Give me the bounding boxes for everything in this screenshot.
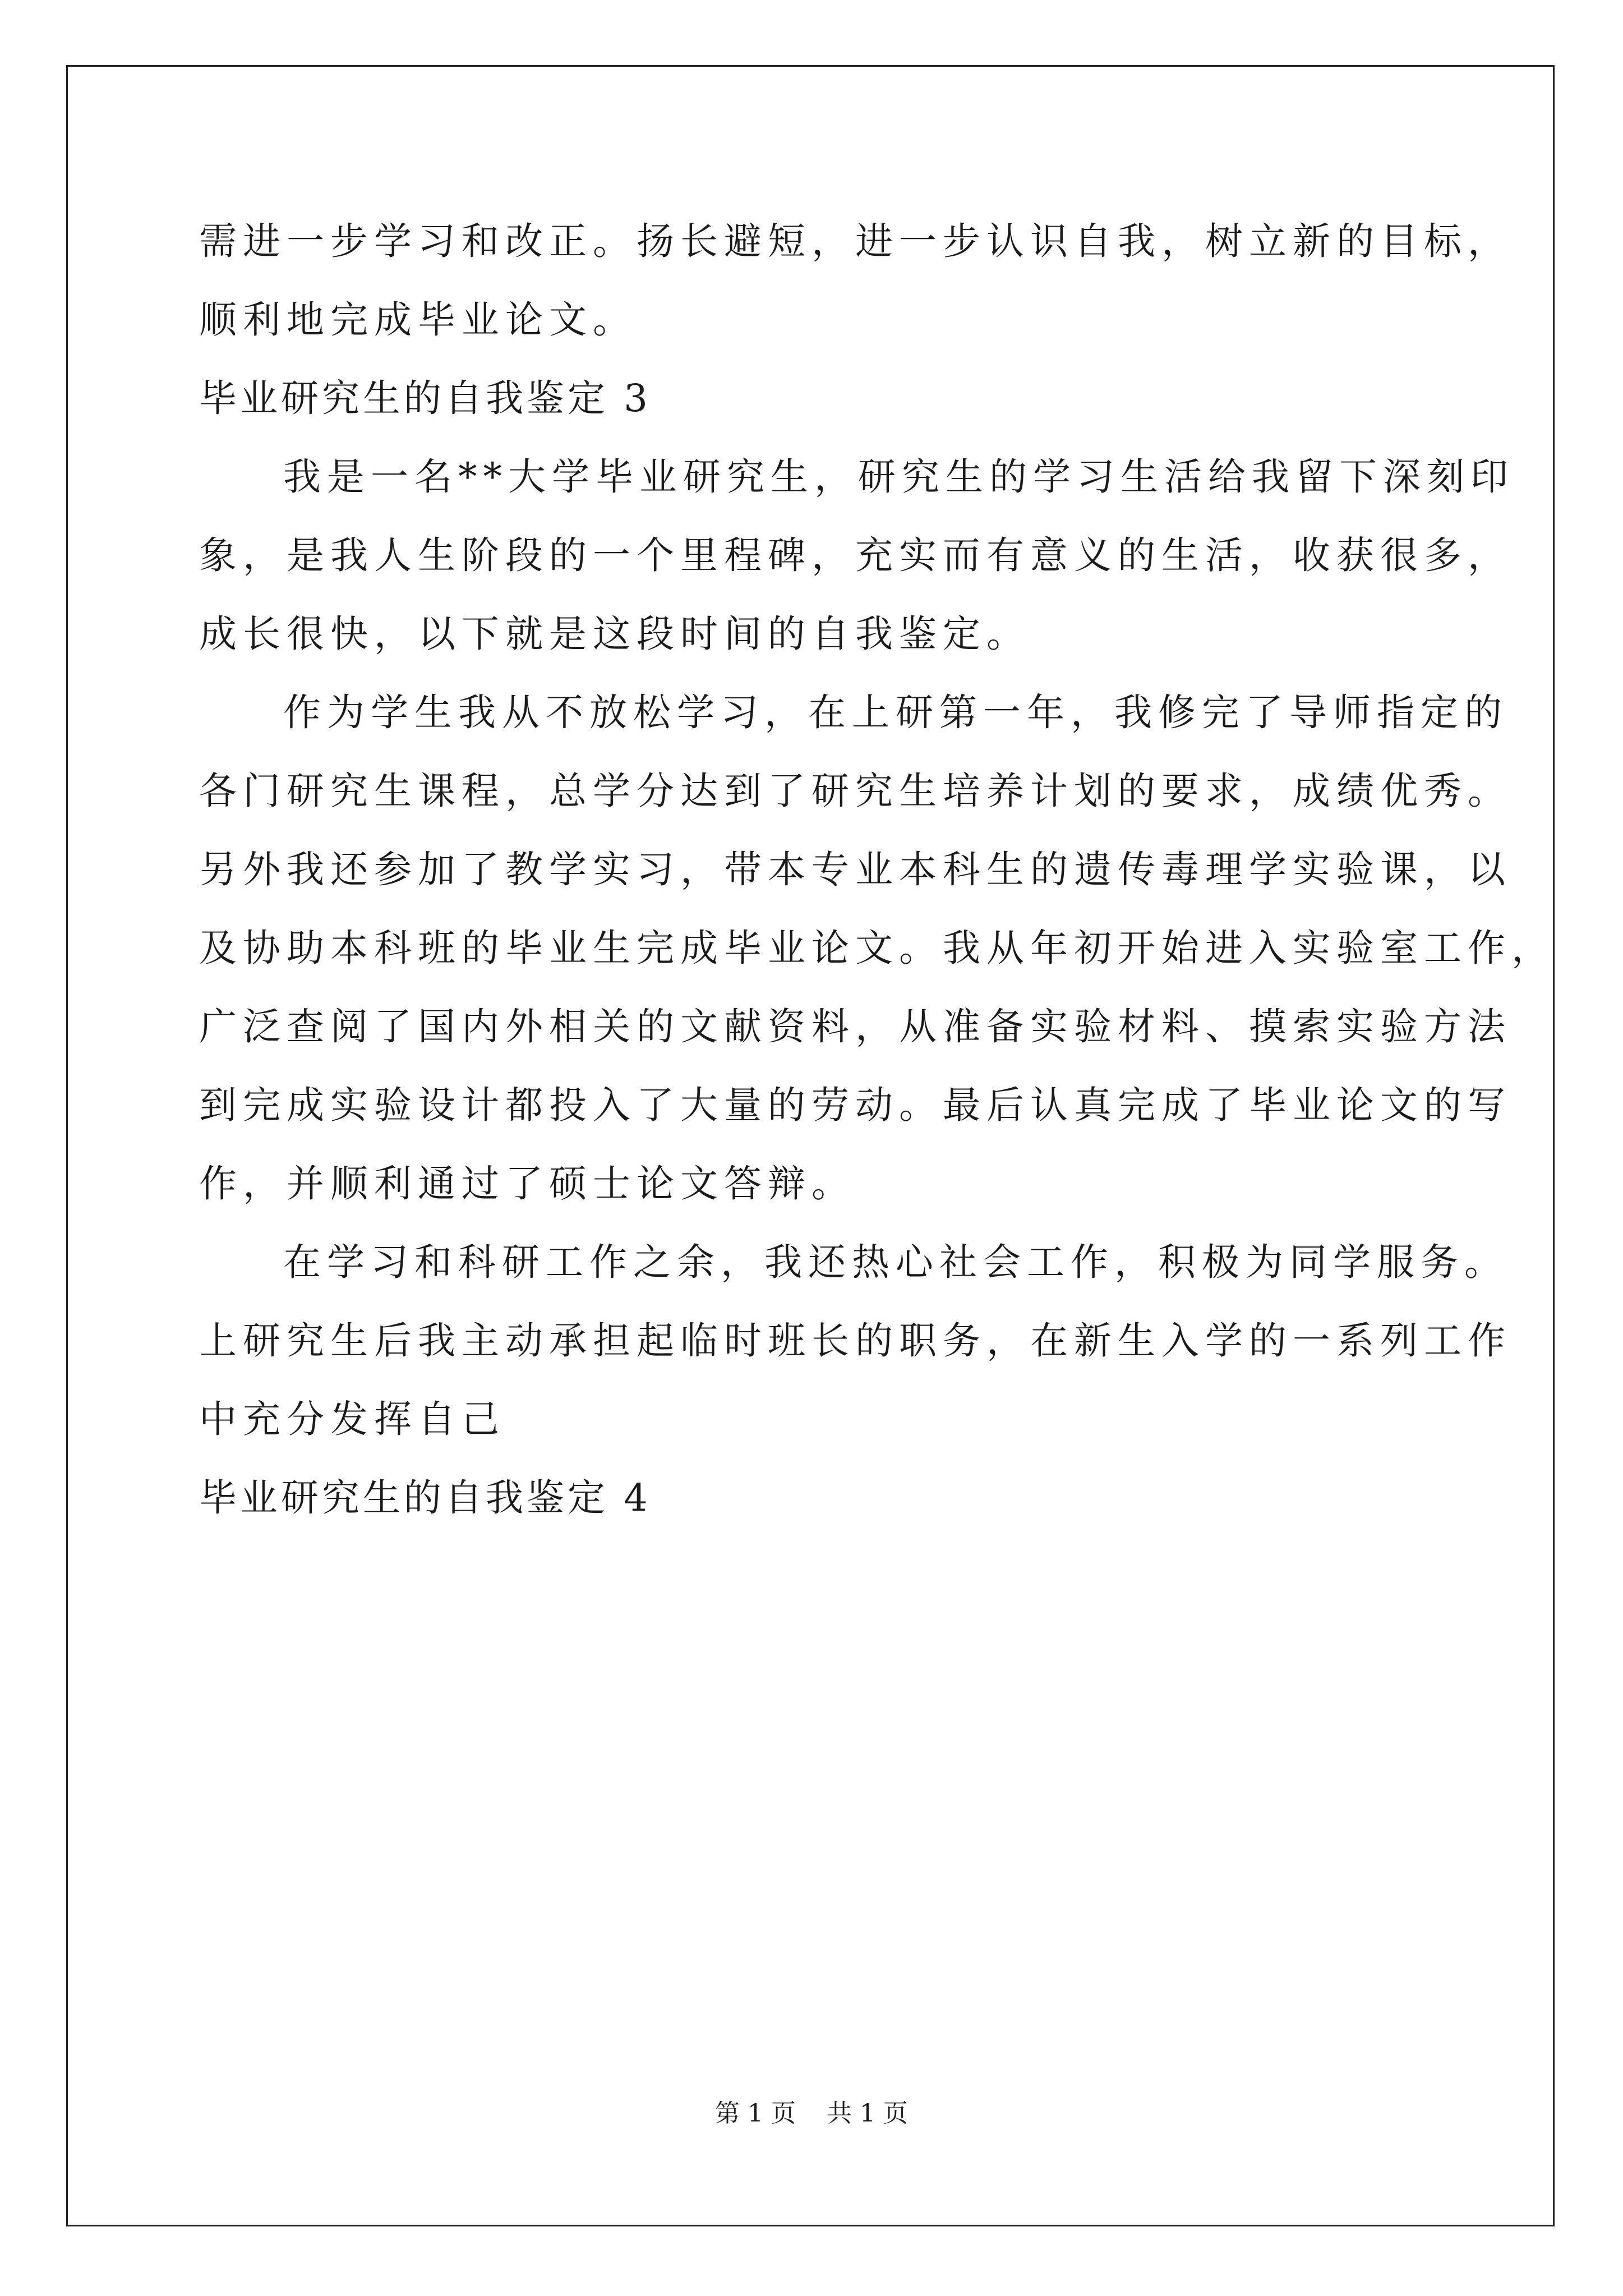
text-line: 广泛查阅了国内外相关的文献资料，从准备实验材料、摸索实验方法 [199, 1005, 1511, 1048]
text-line: 成长很快，以下就是这段时间的自我鉴定。 [199, 612, 1030, 656]
text-line: 及协助本科班的毕业生完成毕业论文。我从年初开始进入实验室工作， [199, 926, 1555, 970]
text-line: 我是一名**大学毕业研究生，研究生的学习生活给我留下深刻印 [283, 455, 1514, 499]
paragraph [199, 438, 1514, 673]
page-number-footer: 第 1 页 共 1 页 [715, 2099, 908, 2128]
text-line: 需进一步学习和改正。扬长避短，进一步认识自我，树立新的目标， [199, 219, 1511, 263]
text-line: 作，并顺利通过了硕士论文答辩。 [199, 1162, 855, 1205]
paragraph [199, 1223, 1511, 1458]
text-line: 中充分发挥自己 [199, 1397, 505, 1441]
paragraph [199, 202, 1511, 359]
text-line: 另外我还参加了教学实习，带本专业本科生的遗传毒理学实验课，以 [199, 848, 1511, 891]
text-line: 作为学生我从不放松学习，在上研第一年，我修完了导师指定的 [283, 691, 1508, 734]
text-line: 象，是我人生阶段的一个里程碑，充实而有意义的生活，收获很多， [199, 533, 1511, 577]
section-heading: 毕业研究生的自我鉴定 4 [199, 1476, 651, 1520]
text-line: 各门研究生课程，总学分达到了研究生培养计划的要求，成绩优秀。 [199, 769, 1511, 813]
paragraph [199, 673, 1555, 1223]
text-line: 顺利地完成毕业论文。 [199, 298, 637, 342]
section-heading: 毕业研究生的自我鉴定 3 [199, 376, 651, 420]
document-body [199, 202, 1555, 1537]
text-line: 在学习和科研工作之余，我还热心社会工作，积极为同学服务。 [283, 1240, 1508, 1284]
text-line: 上研究生后我主动承担起临时班长的职务，在新生入学的一系列工作 [199, 1319, 1511, 1363]
text-line: 到完成实验设计都投入了大量的劳动。最后认真完成了毕业论文的写 [199, 1083, 1511, 1127]
